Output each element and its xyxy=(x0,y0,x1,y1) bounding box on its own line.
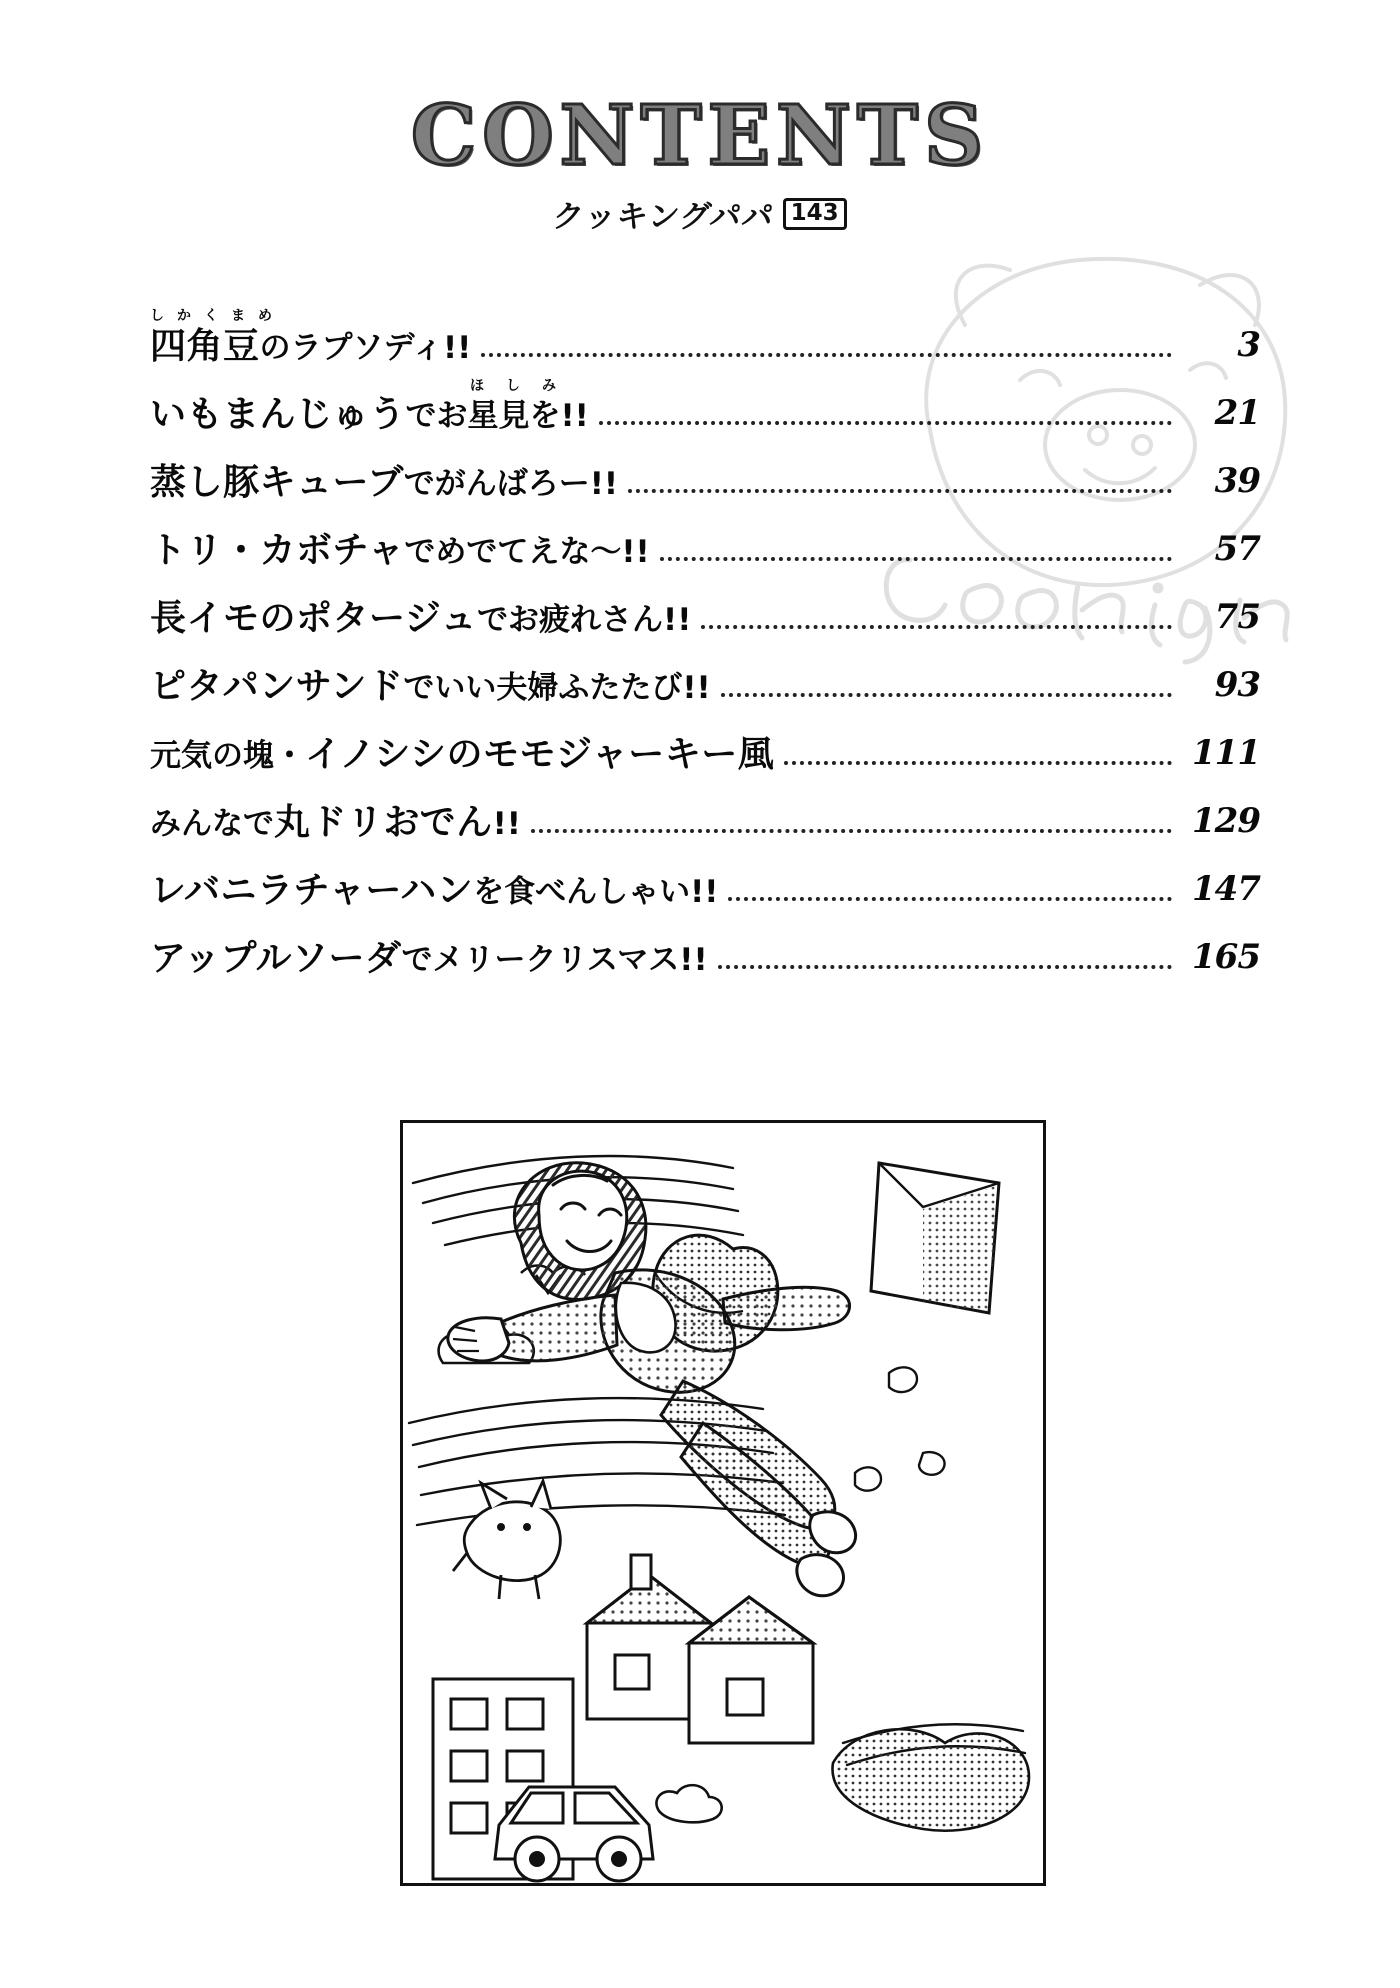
entry-rest: を食べんしゃい!! xyxy=(473,874,719,910)
list-item[interactable] xyxy=(150,305,1260,367)
entry-keyword: 四角豆 xyxy=(150,326,260,367)
list-item[interactable] xyxy=(150,441,1260,503)
entry-keyword: 蒸し豚キューブ xyxy=(150,462,404,503)
page-number: 111 xyxy=(1192,733,1260,773)
entry-keyword: 長イモのポタージュ xyxy=(150,598,478,639)
page-number: 93 xyxy=(1214,665,1260,705)
leader-dots xyxy=(728,881,1172,901)
entry-rest: のラプソディ!! xyxy=(259,330,472,366)
entry-title xyxy=(150,666,711,707)
list-item[interactable] xyxy=(150,849,1260,911)
ruby-annotation: しかくまめ xyxy=(150,308,285,324)
entry-title xyxy=(150,870,719,911)
series-title: クッキングパパ xyxy=(551,199,777,235)
entry-rest: でいい夫婦ふたたび!! xyxy=(403,670,711,706)
entry-rest: でお星見を!! xyxy=(405,398,589,434)
leader-dots xyxy=(531,813,1172,833)
entry-rest: でがんばろー!! xyxy=(403,466,618,502)
entry-title xyxy=(150,802,521,843)
list-item[interactable] xyxy=(150,713,1260,775)
page-header xyxy=(0,88,1400,236)
list-item[interactable] xyxy=(150,509,1260,571)
leader-dots xyxy=(599,405,1172,425)
entry-title xyxy=(150,462,618,503)
leader-dots xyxy=(628,473,1172,493)
page-number: 3 xyxy=(1237,325,1260,365)
leader-dots xyxy=(481,337,1172,357)
page-number: 57 xyxy=(1214,529,1260,569)
page-title: CONTENTS xyxy=(410,88,990,184)
page-number: 165 xyxy=(1192,937,1260,977)
entry-prefix: 元気の塊・ xyxy=(150,738,305,774)
entry-title xyxy=(150,308,472,367)
page-number: 39 xyxy=(1214,461,1260,501)
entry-keyword: イノシシのモモジャーキー風 xyxy=(305,734,775,775)
page-number: 147 xyxy=(1192,869,1260,909)
entry-title xyxy=(150,734,775,775)
leader-dots xyxy=(660,541,1172,561)
page-number: 129 xyxy=(1192,801,1260,841)
entry-title xyxy=(150,378,589,435)
entry-rest: !! xyxy=(492,806,521,842)
series-line xyxy=(0,191,1400,236)
entry-keyword: レバニラチャーハン xyxy=(150,870,474,911)
page-number: 75 xyxy=(1214,597,1260,637)
leader-dots xyxy=(701,609,1172,629)
entry-keyword: アップルソーダ xyxy=(150,938,402,979)
ruby-annotation: ほしみ xyxy=(470,378,578,394)
entry-prefix: みんなで xyxy=(150,806,274,842)
illustration-panel xyxy=(400,1120,1046,1886)
entry-rest: でメリークリスマス!! xyxy=(401,942,708,978)
list-item[interactable] xyxy=(150,577,1260,639)
table-of-contents xyxy=(150,305,1260,985)
entry-title xyxy=(150,598,692,639)
entry-keyword: 丸ドリおでん xyxy=(274,802,493,843)
entry-keyword: トリ・カボチャ xyxy=(150,530,405,571)
page-number: 21 xyxy=(1214,393,1260,433)
list-item[interactable] xyxy=(150,373,1260,435)
entry-rest: でお疲れさん!! xyxy=(477,602,692,638)
entry-rest: でめでてえな〜!! xyxy=(404,534,650,570)
leader-dots xyxy=(718,949,1172,969)
leader-dots xyxy=(721,677,1172,697)
list-item[interactable] xyxy=(150,917,1260,979)
entry-keyword: いもまんじゅう xyxy=(150,394,406,435)
list-item[interactable] xyxy=(150,781,1260,843)
entry-keyword: ピタパンサンド xyxy=(150,666,404,707)
entry-title xyxy=(150,530,650,571)
entry-title xyxy=(150,938,708,979)
volume-badge: 143 xyxy=(783,198,847,230)
list-item[interactable] xyxy=(150,645,1260,707)
leader-dots xyxy=(784,745,1172,765)
